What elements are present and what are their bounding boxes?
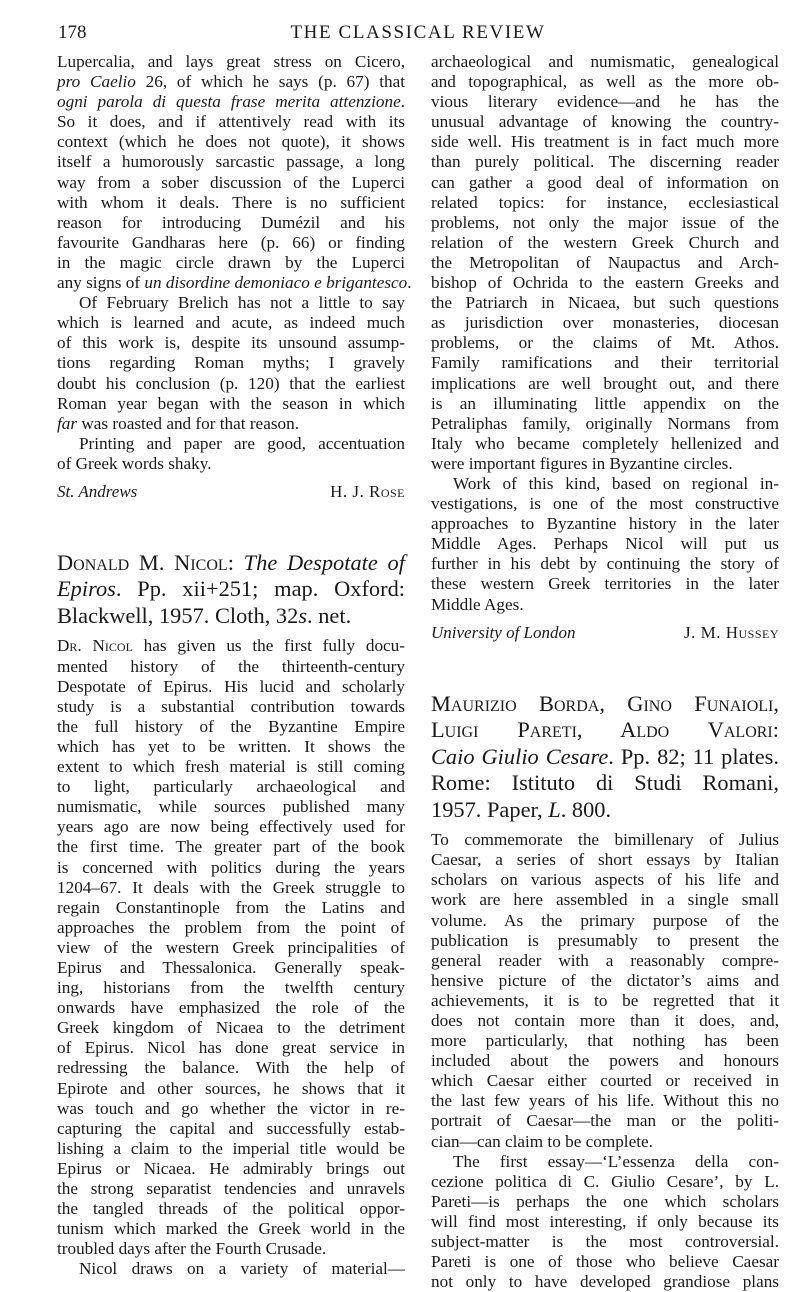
paragraph xyxy=(431,52,779,474)
text-line: as jurisdiction over monasteries, diocesan xyxy=(431,313,779,333)
text-line: pro Caelio 26, of which he says (p. 67) that xyxy=(57,72,405,92)
text-line: itself a humorously sarcastic passage, a long xyxy=(57,152,405,172)
reviewer-institution: University of London xyxy=(431,622,576,642)
text-line: does not contain more than it does, and, xyxy=(431,1010,779,1030)
text-line: general reader with a reasonably compre- xyxy=(431,950,779,970)
review-signature xyxy=(431,622,779,644)
text-line: capturing the capital and successfully estab- xyxy=(57,1118,405,1138)
paragraph xyxy=(431,830,779,1152)
text-line: than purely political. The discerning reader xyxy=(431,152,779,172)
text-line: favourite Gandharas here (p. 66) or finding xyxy=(57,232,405,252)
text-line: Italy who became completely hellenized and xyxy=(431,433,779,453)
text-line: Epirus or Nicaea. He admirably brings out xyxy=(57,1158,405,1178)
text-line: Caesar, a series of short essays by Italian xyxy=(431,850,779,870)
text-line: Lupercalia, and lays great stress on Cicero, xyxy=(57,52,405,71)
text-line: mented history of the thirteenth-century xyxy=(57,656,405,676)
text-line: any signs of un disordine demoniaco e brigantesco. xyxy=(57,273,412,293)
text-line: is concerned with politics during the years xyxy=(57,857,405,877)
text-line: approaches the problem from the point of xyxy=(57,917,405,937)
heading-line: Epiros. Pp. xii+251; map. Oxford: xyxy=(57,576,405,602)
heading-line: Maurizio Borda, Gino Funaioli, xyxy=(431,690,779,716)
text-line: years ago are now being effectively used for xyxy=(57,817,405,837)
text-line: related topics: for instance, ecclesiastical xyxy=(431,192,779,212)
page-number: 178 xyxy=(58,22,87,43)
text-line: with whom it deals. There is no sufficient xyxy=(57,192,405,212)
text-line: not only to have developed grandiose plans xyxy=(431,1272,779,1292)
text-line: Despotate of Epirus. His lucid and scholarly xyxy=(57,676,405,696)
text-line: onwards have emphasized the role of the xyxy=(57,998,405,1018)
text-line: side well. His treatment is in fact much more xyxy=(431,132,779,152)
text-line: can gather a good deal of information on xyxy=(431,172,779,192)
text-line: publication is presumably to present the xyxy=(431,930,779,950)
text-line: of Greek words shaky. xyxy=(57,453,212,473)
text-line: vestigations, is one of the most constructive xyxy=(431,494,779,514)
text-line: the first time. The greater part of the book xyxy=(57,837,405,857)
text-line: portrait of Caesar—the man or the politi- xyxy=(431,1111,779,1131)
text-line: included about the powers and honours xyxy=(431,1051,779,1071)
paragraph xyxy=(57,52,412,293)
text-line: context (which he does not quote), it shows xyxy=(57,132,405,152)
text-line: problems, not only the major issue of the xyxy=(431,212,779,232)
text-line: was touch and go whether the victor in re- xyxy=(57,1098,405,1118)
journal-title: THE CLASSICAL REVIEW xyxy=(290,22,546,43)
reviewer-name: J. M. Hussey xyxy=(683,622,779,642)
review-nicol-continued xyxy=(431,52,779,644)
paragraph xyxy=(431,1152,779,1292)
review-signature xyxy=(57,481,405,503)
text-line: and topographical, as well as the more ob- xyxy=(431,72,779,92)
paragraph xyxy=(57,1259,405,1279)
review-heading xyxy=(431,691,779,824)
running-head xyxy=(58,22,778,46)
text-line: the Patriarch in Nicaea, but such questions xyxy=(431,293,779,313)
text-line: Pareti—is perhaps the one which scholars xyxy=(431,1191,779,1211)
paragraph xyxy=(57,434,405,474)
text-line: the tangled threads of the political oppor- xyxy=(57,1199,405,1219)
text-line: more particularly, that nothing has been xyxy=(431,1031,779,1051)
text-line: extent to which fresh material is still coming xyxy=(57,757,405,777)
text-line: Dr. Nicol has given us the first fully docu- xyxy=(57,636,405,656)
reviewer-name: H. J. Rose xyxy=(330,481,405,501)
text-line: Work of this kind, based on regional in- xyxy=(453,473,779,493)
review-borda xyxy=(431,691,779,1292)
text-line: the last few years of his life. Without this no xyxy=(431,1091,779,1111)
text-line: bishop of Ochrida to the eastern Greeks and xyxy=(431,273,779,293)
text-line: approaches to Byzantine history in the later xyxy=(431,514,779,534)
text-line: of this work is, despite its unsound assump- xyxy=(57,333,405,353)
text-line: is an illuminating little appendix on the xyxy=(431,393,779,413)
text-line: archaeological and numismatic, genealogical xyxy=(431,52,779,71)
text-line: hensive picture of the dictator’s aims and xyxy=(431,970,779,990)
review-body xyxy=(431,830,779,1292)
text-line: Greek kingdom of Nicaea to the detriment xyxy=(57,1018,405,1038)
review-body xyxy=(57,52,412,474)
text-line: Roman year began with the season in which xyxy=(57,393,405,413)
text-line: Pareti is one of those who believe Caesar xyxy=(431,1252,779,1272)
left-column xyxy=(57,52,412,1279)
text-line: Printing and paper are good, accentuation xyxy=(79,433,405,453)
text-line: the full history of the Byzantine Empire xyxy=(57,716,405,736)
text-line: to light, particularly archaeological and xyxy=(57,777,405,797)
text-line: of Epirus. Nicol has done great service in xyxy=(57,1038,405,1058)
text-line: in the magic circle drawn by the Luperci xyxy=(57,252,405,272)
text-line: reason for introducing Dumézil and his xyxy=(57,212,405,232)
text-line: cezione politica di C. Giulio Cesare’, by L. xyxy=(431,1171,779,1191)
text-line: which has yet to be written. It shows the xyxy=(57,736,405,756)
text-line: Nicol draws on a variety of material— xyxy=(79,1259,405,1279)
text-line: will find most interesting, if only because its xyxy=(431,1211,779,1231)
review-continued-rose xyxy=(57,52,412,503)
review-body xyxy=(431,52,779,615)
text-line: were important figures in Byzantine circles. xyxy=(431,453,733,473)
text-line: these western Greek territories in the later xyxy=(431,574,779,594)
heading-line: Blackwell, 1957. Cloth, 32s. net. xyxy=(57,602,352,628)
text-line: way from a sober discussion of the Luperci xyxy=(57,172,405,192)
right-column xyxy=(431,52,779,1292)
text-line: Middle Ages. Perhaps Nicol will put us xyxy=(431,534,779,554)
paragraph xyxy=(57,636,405,1259)
paragraph xyxy=(431,474,779,615)
text-line: 1204–67. It deals with the Greek struggle to xyxy=(57,877,405,897)
text-line: the Metropolitan of Naupactus and Arch- xyxy=(431,252,779,272)
text-line: Middle Ages. xyxy=(431,594,524,614)
text-line: achievements, it is to be regretted that it xyxy=(431,990,779,1010)
text-line: Petraliphas family, originally Normans from xyxy=(431,413,779,433)
text-line: implications are well brought out, and there xyxy=(431,373,779,393)
text-line: The first essay—‘L’essenza della con- xyxy=(453,1151,779,1171)
text-line: So it does, and if attentively read with its xyxy=(57,112,405,132)
text-line: relation of the western Greek Church and xyxy=(431,232,779,252)
text-line: further in his debt by continuing the story of xyxy=(431,554,779,574)
heading-line: Luigi Pareti, Aldo Valori: xyxy=(431,717,779,743)
text-line: redressing the balance. With the help of xyxy=(57,1058,405,1078)
text-line: view of the western Greek principalities of xyxy=(57,937,405,957)
text-line: regain Constantinople from the Latins and xyxy=(57,897,405,917)
text-line: Epirote and other sources, he shows that it xyxy=(57,1078,405,1098)
text-line: troubled days after the Fourth Crusade. xyxy=(57,1239,327,1259)
text-line: cian—can claim to be complete. xyxy=(431,1131,653,1151)
text-line: vious literary evidence—and he has the xyxy=(431,92,779,112)
heading-line: 1957. Paper, L. 800. xyxy=(431,796,612,822)
text-line: ing, historians from the twelfth century xyxy=(57,978,405,998)
text-line: Epirus and Thessalonica. Generally speak- xyxy=(57,957,405,977)
text-line: Family ramifications and their territorial xyxy=(431,353,779,373)
text-line: tunism which marked the Greek world in the xyxy=(57,1219,405,1239)
text-line: doubt his conclusion (p. 120) that the earliest xyxy=(57,373,405,393)
reviewer-institution: St. Andrews xyxy=(57,481,138,501)
text-line: Of February Brelich has not a little to say xyxy=(79,293,405,313)
text-line: To commemorate the bimillenary of Julius xyxy=(431,830,779,850)
text-line: study is a substantial contribution towards xyxy=(57,696,405,716)
text-line: which Caesar either courted or received in xyxy=(431,1071,779,1091)
text-line: far was roasted and for that reason. xyxy=(57,413,299,433)
heading-line: Donald M. Nicol: The Despotate of xyxy=(57,549,405,575)
review-heading xyxy=(57,550,405,630)
heading-line: Rome: Istituto di Studi Romani, xyxy=(431,770,779,796)
text-line: which is learned and acute, as indeed much xyxy=(57,313,405,333)
text-line: problems, or the claims of Mt. Athos. xyxy=(431,333,779,353)
text-line: numismatic, while sources published many xyxy=(57,797,405,817)
text-line: the strong separatist tendencies and unravels xyxy=(57,1179,405,1198)
text-line: scholars on various aspects of his life and xyxy=(431,870,779,890)
text-line: tions regarding Roman myths; I gravely xyxy=(57,353,405,373)
heading-line: Caio Giulio Cesare. Pp. 82; 11 plates. xyxy=(431,743,779,769)
text-line: volume. As the primary purpose of the xyxy=(431,910,779,930)
text-line: ogni parola di questa frase merita attenzione. xyxy=(57,92,405,112)
review-nicol xyxy=(57,550,405,1280)
review-body xyxy=(57,636,405,1279)
paragraph xyxy=(57,293,405,434)
text-line: subject-matter is the most controversial. xyxy=(431,1232,779,1251)
text-line: lishing a claim to the imperial title would be xyxy=(57,1138,405,1158)
text-line: unusual advantage of knowing the country- xyxy=(431,112,779,132)
text-line: work are here assembled in a single small xyxy=(431,890,779,910)
